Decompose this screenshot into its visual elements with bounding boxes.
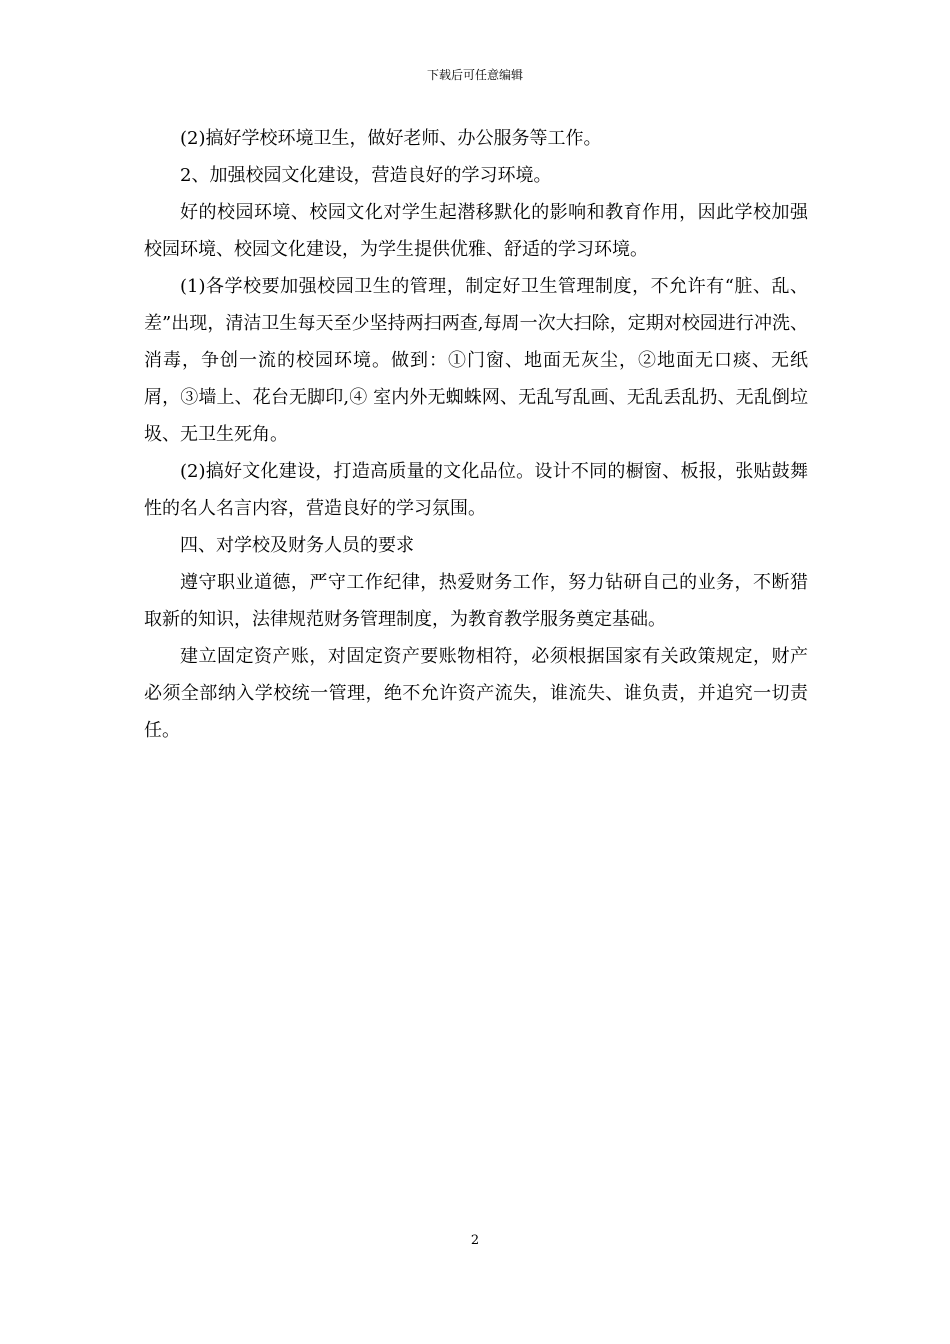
document-body [144, 120, 808, 749]
paragraph-hygiene-management: (1)各学校要加强校园卫生的管理，制定好卫生管理制度，不允许有“脏、乱、差”出现，清洁卫生每天至少坚持两扫两查,每周一次大扫除，定期对校园进行冲洗、消毒，争创一流的校园环境。做到：①门窗、地面无灰尘，②地面无口痰、无纸屑，③墙上、花台无脚印,④ 室内外无蜘蛛网、无乱写乱画、无乱丢乱扔、无乱倒垃圾、无卫生死角。 [144, 276, 808, 445]
paragraph-professional-ethics: 遵守职业道德，严守工作纪律，热爱财务工作，努力钻研自己的业务，不断猎取新的知识，法律规范财务管理制度，为教育教学服务奠定基础。 [144, 572, 808, 630]
page-header: 下载后可任意编辑 [426, 68, 523, 82]
paragraph-culture-building: (2)搞好文化建设，打造高质量的文化品位。设计不同的橱窗、板报，张贴鼓舞性的名人名言内容，营造良好的学习氛围。 [144, 461, 808, 519]
paragraph-culture-intro: 好的校园环境、校园文化对学生起潜移默化的影响和教育作用，因此学校加强校园环境、校园文化建设，为学生提供优雅、舒适的学习环境。 [144, 202, 808, 260]
paragraph-env-hygiene: (2)搞好学校环境卫生，做好老师、办公服务等工作。 [180, 128, 602, 149]
page-number: 2 [470, 1233, 480, 1248]
paragraph-fixed-assets: 建立固定资产账，对固定资产要账物相符，必须根据国家有关政策规定，财产必须全部纳入学校统一管理，绝不允许资产流失，谁流失、谁负责，并追究一切责任。 [144, 646, 808, 741]
section-heading-requirements: 四、对学校及财务人员的要求 [180, 535, 414, 556]
paragraph-culture-heading: 2、加强校园文化建设，营造良好的学习环境。 [180, 165, 552, 186]
